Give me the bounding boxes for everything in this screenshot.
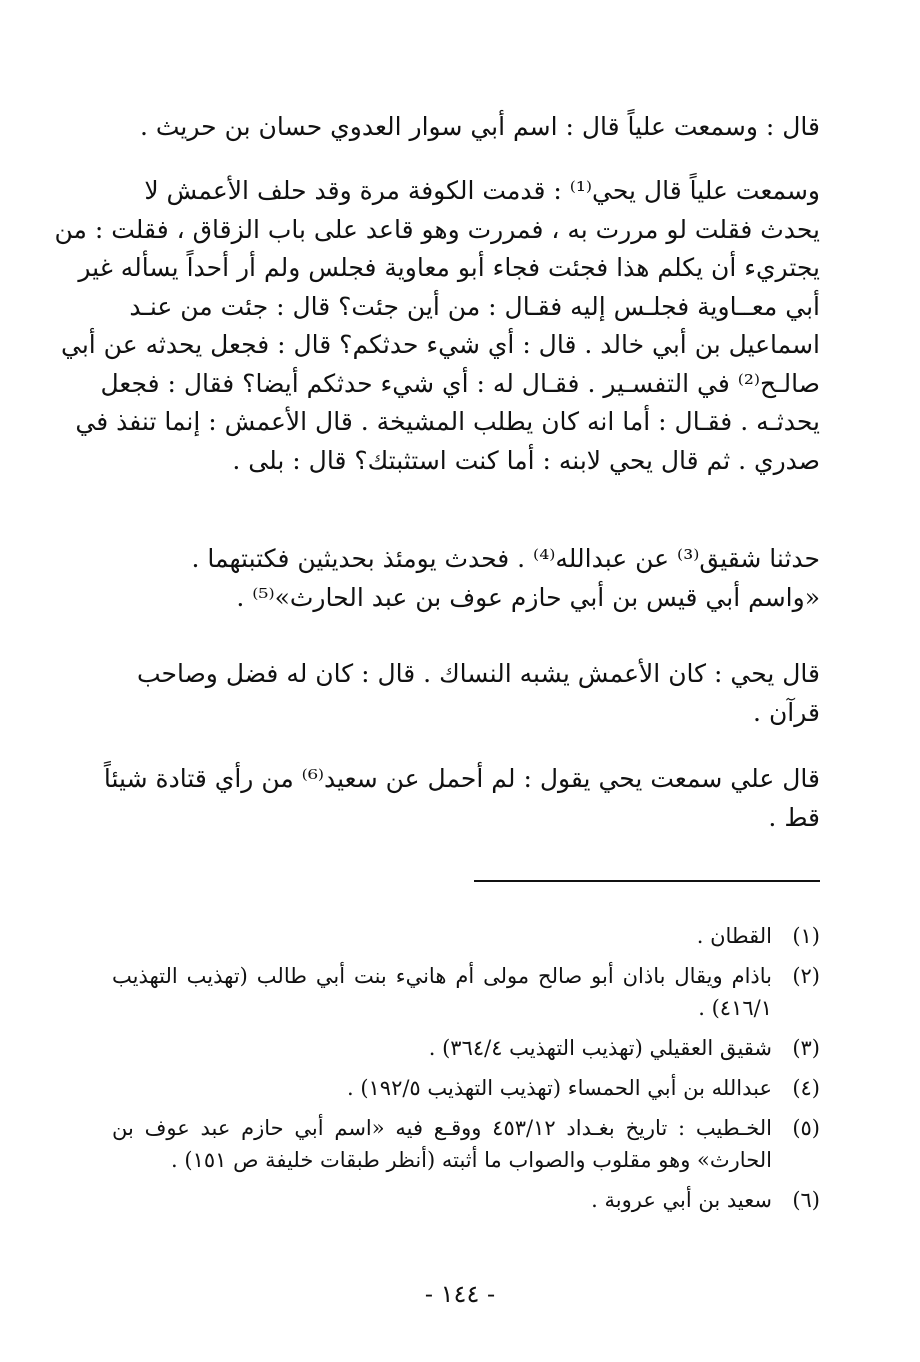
footnote-number: (١) bbox=[792, 924, 820, 948]
footnote-text: باذام ويقال باذان أبو صالح مولى أم هانيء بنت أبي طالب (تهذيب التهذيب ٤١٦/١) . bbox=[112, 964, 772, 1020]
text-line: يحدثـه . فقـال : أما انه كان يطلب المشيخة . قال الأعمش : إنما تنفذ في bbox=[75, 407, 820, 436]
footnote-text: الخـطيب : تاريخ بغـداد ٤٥٣/١٢ ووقـع فيه «اسم أبي حازم عبد عوف بن الحارث» وهو مقلوب والصواب ما أثبته (أنظر طبقات خليفة ص ١٥١) . bbox=[112, 1116, 773, 1172]
text-line: حدثنا شقيق⁽³⁾ عن عبدالله⁽⁴⁾ . فحدث يومئذ بحديثين فكتبتهما . bbox=[191, 544, 820, 573]
footnote-1 bbox=[112, 920, 820, 952]
footnote-number: (٢) bbox=[792, 964, 820, 988]
paragraph-4 bbox=[112, 655, 820, 732]
footnote-number: (٦) bbox=[792, 1188, 820, 1212]
footnote-3 bbox=[112, 1032, 820, 1064]
footnote-number: (٥) bbox=[792, 1116, 820, 1140]
text-line: أبي معــاوية فجلـس إليه فقـال : من أين جئت؟ قال : جئت من عنـد bbox=[129, 291, 820, 321]
text-line: قرآن . bbox=[753, 697, 820, 727]
footnote-number: (٣) bbox=[792, 1036, 820, 1060]
text-line: قال : وسمعت علياً قال : اسم أبي سوار العدوي حسان بن حريث . bbox=[139, 112, 820, 141]
text-line: يحدث فقلت لو مررت به ، فمررت وهو قاعد على باب الزقاق ، فقلت : من bbox=[54, 214, 820, 244]
footnote-divider bbox=[474, 880, 820, 882]
text-line: قال علي سمعت يحي يقول : لم أحمل عن سعيد⁽⁶⁾ من رأي قتادة شيئاً bbox=[103, 764, 820, 793]
footnote-text: عبدالله بن أبي الحمساء (تهذيب التهذيب ١٩٢/٥) . bbox=[346, 1076, 772, 1100]
text-line: اسماعيل بن أبي خالد . قال : أي شيء حدثكم؟ قال : فجعل يحدثه عن أبي bbox=[60, 330, 820, 359]
footnote-text: سعيد بن أبي عروبة . bbox=[591, 1188, 772, 1212]
footnotes bbox=[112, 920, 820, 1224]
paragraph-3 bbox=[112, 540, 820, 617]
footnote-number: (٤) bbox=[792, 1076, 820, 1100]
text-line: صدري . ثم قال يحي لابنه : أما كنت استثبتك؟ قال : بلى . bbox=[232, 445, 820, 475]
paragraph-5 bbox=[103, 760, 820, 837]
text-line: قال يحي : كان الأعمش يشبه النساك . قال : كان له فضل وصاحب bbox=[136, 659, 820, 688]
footnote-5 bbox=[112, 1112, 820, 1176]
footnote-text: شقيق العقيلي (تهذيب التهذيب ٣٦٤/٤) . bbox=[428, 1036, 772, 1060]
footnote-6 bbox=[112, 1184, 820, 1216]
text-line: قط . bbox=[768, 802, 820, 832]
text-line: «واسم أبي قيس بن أبي حازم عوف بن عبد الحارث»⁽⁵⁾ . bbox=[236, 582, 820, 612]
footnote-2 bbox=[112, 960, 820, 1024]
paragraph-2 bbox=[54, 172, 820, 480]
text-line: وسمعت علياً قال يحي⁽¹⁾ : قدمت الكوفة مرة وقد حلف الأعمش لا bbox=[144, 176, 820, 205]
footnote-text: القطان . bbox=[696, 924, 772, 948]
page-number: - ١٤٤ - bbox=[424, 1280, 496, 1308]
text-line: صالـح⁽²⁾ في التفسـير . فقـال له : أي شيء حدثكم أيضا؟ فقال : فجعل bbox=[100, 368, 820, 398]
paragraph-1 bbox=[112, 108, 820, 147]
footnote-4 bbox=[112, 1072, 820, 1104]
text-line: يجتريء أن يكلم هذا فجئت فجاء أبو معاوية فجلس ولم أر أحداً يسأله غير bbox=[78, 253, 820, 282]
